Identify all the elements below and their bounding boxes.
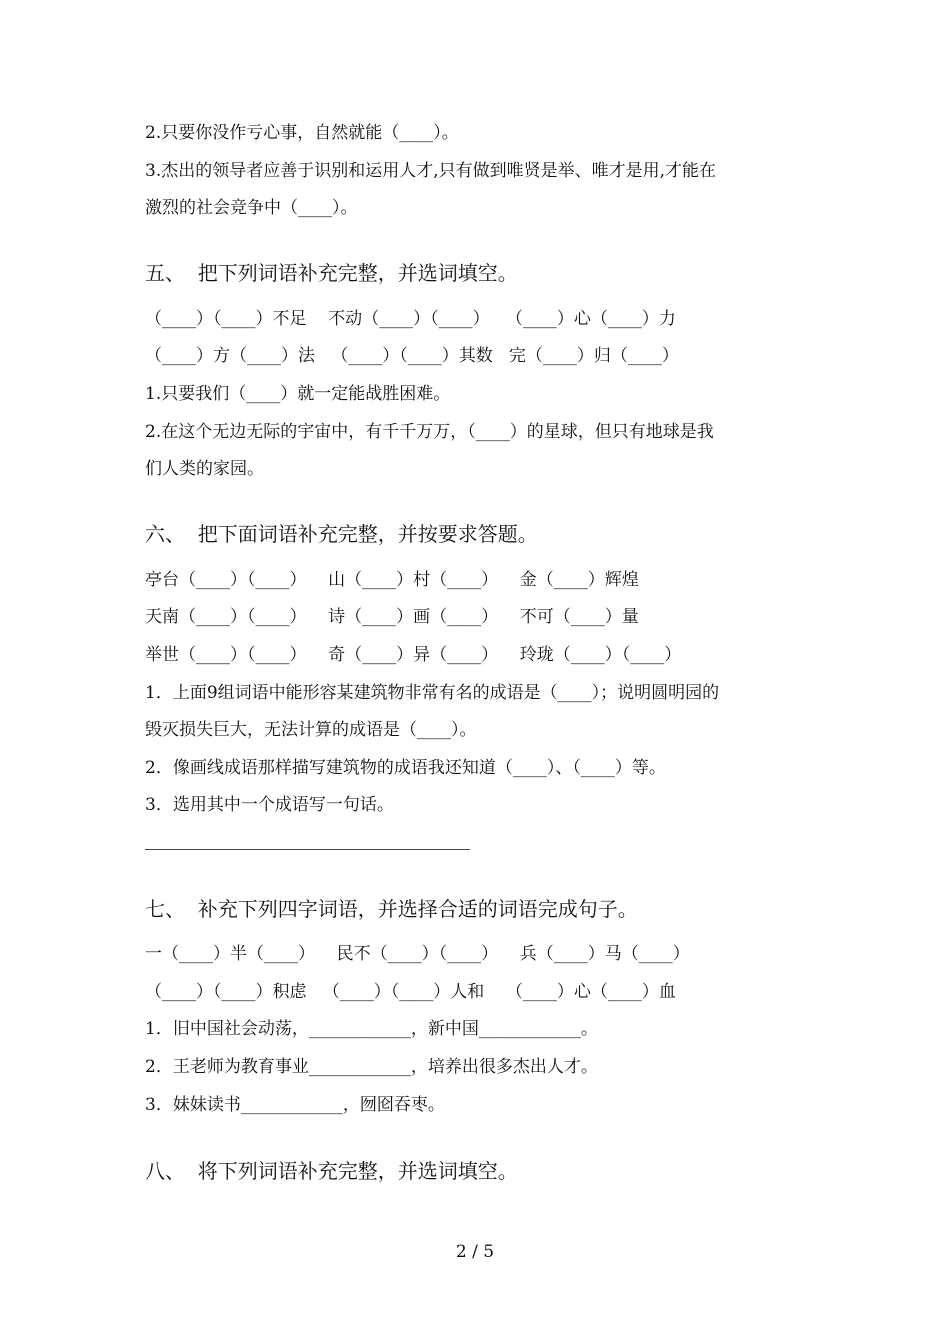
section-5-words-row-1: （____）（____）不足 不动（____）（____） （____）心（____）力	[145, 309, 676, 329]
section-5-heading: 五、 把下列词语补充完整，并选词填空。	[145, 261, 518, 285]
answer-line	[145, 849, 470, 850]
section-7-heading: 七、 补充下列四字词语，并选择合适的词语完成句子。	[145, 897, 638, 921]
section-6-words-row-2: 天南（____）（____） 诗（____）画（____） 不可（____）量	[145, 607, 639, 627]
question-2: 2.只要你没作亏心事，自然就能（____）。	[145, 123, 459, 143]
section-7-words-row-1: 一（____）半（____） 民不（____）（____） 兵（____）马（____）	[145, 944, 690, 964]
question-3-line-1: 3.杰出的领导者应善于识别和运用人才,只有做到唯贤是举、唯才是用,才能在	[145, 161, 717, 181]
section-7-question-1: 1．旧中国社会动荡，____________，新中国____________。	[145, 1019, 598, 1039]
section-5-question-1: 1.只要我们（____）就一定能战胜困难。	[145, 384, 451, 404]
section-7-question-2: 2．王老师为教育事业____________，培养出很多杰出人才。	[145, 1057, 598, 1077]
section-6-question-1-line-2: 毁灭损失巨大，无法计算的成语是（____）。	[145, 720, 477, 740]
section-6-heading: 六、 把下面词语补充完整，并按要求答题。	[145, 522, 538, 546]
section-6-question-2: 2．像画线成语那样描写建筑物的成语我还知道（____）、（____）等。	[145, 758, 666, 778]
section-5-words-row-2: （____）方（____）法 （____）（____）其数 完（____）归（____）	[145, 346, 679, 366]
section-6-question-1-line-1: 1．上面9组词语中能形容某建筑物非常有名的成语是（____）；说明圆明园的	[145, 683, 720, 703]
section-6-words-row-1: 亭台（____）（____） 山（____）村（____） 金（____）辉煌	[145, 570, 639, 590]
page-number: 2 / 5	[455, 1242, 495, 1262]
question-3-line-2: 激烈的社会竞争中（____）。	[145, 198, 358, 218]
section-6-words-row-3: 举世（____）（____） 奇（____）异（____） 玲珑（____）（____）	[145, 645, 682, 665]
section-7-question-3: 3．妹妹读书____________，囫囵吞枣。	[145, 1095, 445, 1115]
section-5-question-2-line-2: 们人类的家园。	[145, 459, 264, 479]
section-8-heading: 八、 将下列词语补充完整，并选词填空。	[145, 1159, 518, 1183]
section-5-question-2-line-1: 2.在这个无边无际的宇宙中，有千千万万，（____）的星球，但只有地球是我	[145, 422, 714, 442]
section-7-words-row-2: （____）（____）积虑 （____）（____）人和 （____）心（____）血	[145, 982, 676, 1002]
section-6-question-3: 3．选用其中一个成语写一句话。	[145, 795, 394, 815]
